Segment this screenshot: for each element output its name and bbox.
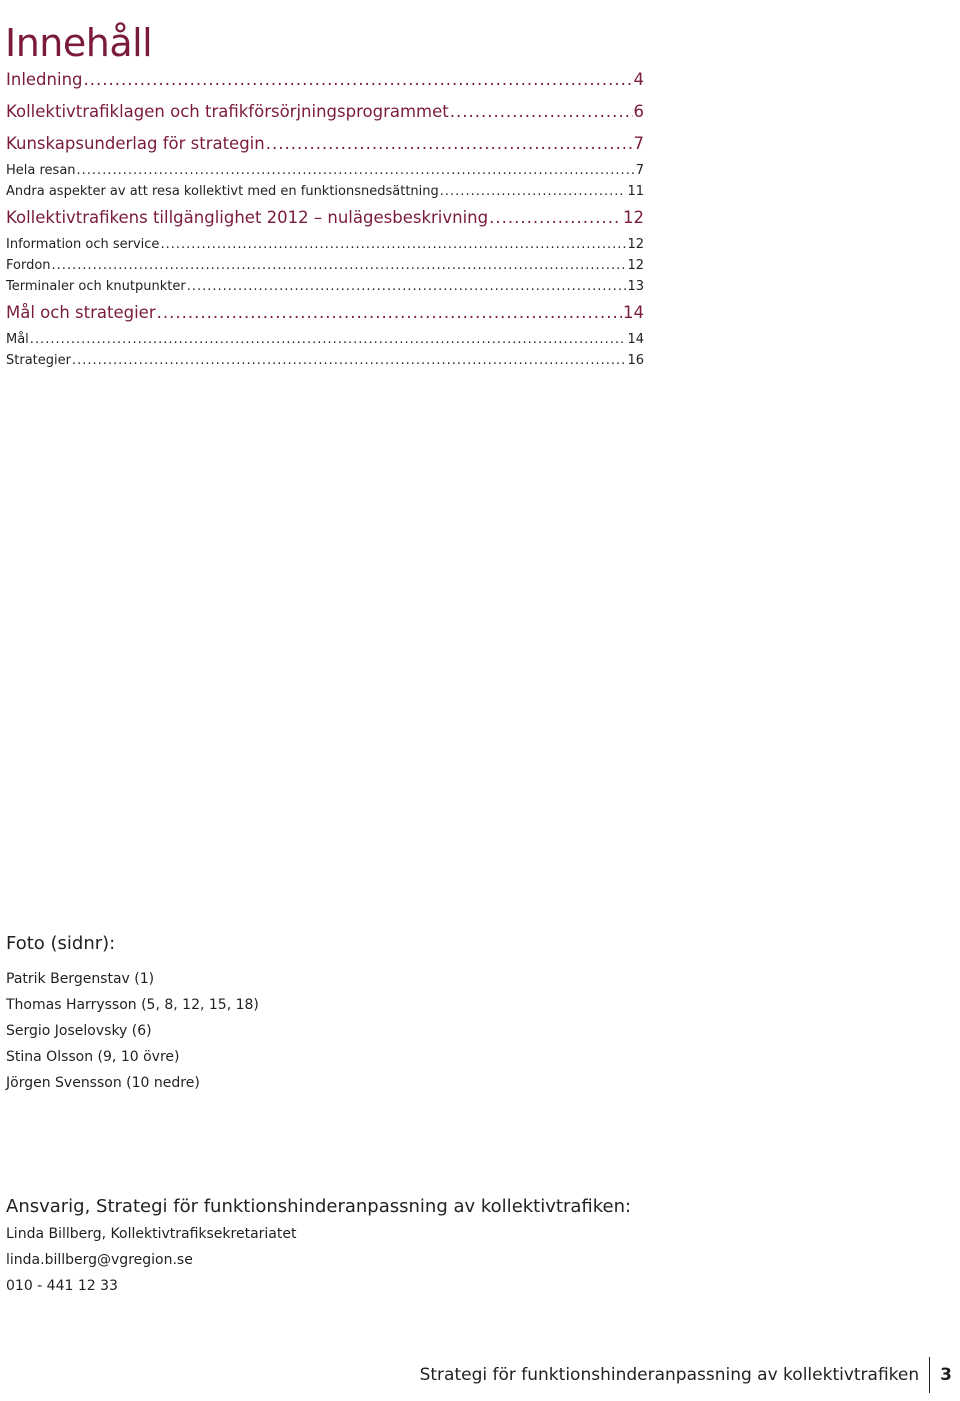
toc-entry[interactable] — [6, 202, 644, 234]
toc-subentry-label: Fordon — [6, 258, 51, 273]
responsible-email[interactable]: linda.billberg@vgregion.se — [6, 1252, 193, 1268]
toc-subentry-page: 12 — [627, 258, 644, 273]
toc-entry[interactable] — [6, 297, 644, 329]
toc-subentry-page: 12 — [627, 237, 644, 252]
toc-leader — [440, 181, 627, 202]
responsible-name: Linda Billberg, Kollektivtrafiksekretariatet — [6, 1226, 297, 1242]
toc-subentry-label: Mål — [6, 332, 29, 347]
photo-credit: Stina Olsson (9, 10 övre) — [6, 1049, 180, 1065]
photo-credit: Sergio Joselovsky (6) — [6, 1023, 152, 1039]
toc-leader — [72, 350, 626, 371]
photo-credits-heading: Foto (sidnr): — [6, 933, 116, 954]
footer-title: Strategi för funktionshinderanpassning av kollektivtrafiken — [419, 1365, 920, 1385]
toc-entry-label: Mål och strategier — [6, 303, 156, 322]
toc-leader — [266, 128, 633, 160]
toc-entry[interactable] — [6, 64, 644, 96]
toc-entry[interactable] — [6, 128, 644, 160]
responsible-contact — [6, 1193, 631, 1299]
toc-subentry[interactable] — [6, 329, 644, 350]
toc-entry-page: 14 — [623, 303, 644, 322]
toc-entry-label: Inledning — [6, 70, 83, 89]
photo-credit: Patrik Bergenstav (1) — [6, 971, 155, 987]
toc-entry-page: 7 — [633, 134, 644, 153]
toc-subentry[interactable] — [6, 255, 644, 276]
toc-leader — [157, 297, 622, 329]
toc-entry-label: Kollektivtrafikens tillgänglighet 2012 – nulägesbeskrivning — [6, 208, 489, 227]
footer-page-number: 3 — [940, 1365, 952, 1385]
toc-entry-label: Kollektivtrafiklagen och trafikförsörjningsprogrammet — [6, 102, 449, 121]
toc-entry-label: Kunskapsunderlag för strategin — [6, 134, 265, 153]
toc-subentry[interactable] — [6, 181, 644, 202]
page-title: Innehåll — [5, 21, 153, 66]
toc-leader — [84, 64, 633, 96]
toc-leader — [30, 329, 627, 350]
toc-subentry-page: 13 — [627, 279, 644, 294]
toc-leader — [77, 160, 635, 181]
toc-subentry[interactable] — [6, 160, 644, 181]
toc-subentry-page: 14 — [627, 332, 644, 347]
toc-subentry-page: 16 — [627, 353, 644, 368]
responsible-phone: 010 - 441 12 33 — [6, 1278, 118, 1294]
photo-credit: Jörgen Svensson (10 nedre) — [6, 1075, 200, 1091]
table-of-contents — [6, 64, 644, 371]
photo-credits — [6, 930, 259, 1096]
toc-subentry[interactable] — [6, 276, 644, 297]
page-footer — [420, 1357, 952, 1393]
photo-credit: Thomas Harrysson (5, 8, 12, 15, 18) — [6, 997, 259, 1013]
toc-subentry-label: Hela resan — [6, 163, 76, 178]
toc-subentry-label: Information och service — [6, 237, 160, 252]
toc-leader — [489, 202, 622, 234]
toc-subentry-label: Terminaler och knutpunkter — [6, 279, 186, 294]
toc-subentry[interactable] — [6, 234, 644, 255]
toc-subentry-page: 11 — [627, 184, 644, 199]
toc-leader — [450, 96, 633, 128]
toc-entry-page: 4 — [633, 70, 644, 89]
toc-subentry[interactable] — [6, 350, 644, 371]
toc-leader — [160, 234, 626, 255]
toc-subentry-label: Andra aspekter av att resa kollektivt med en funktionsnedsättning — [6, 184, 439, 199]
toc-leader — [52, 255, 627, 276]
toc-subentry-page: 7 — [635, 163, 644, 178]
toc-entry-page: 6 — [633, 102, 644, 121]
toc-entry[interactable] — [6, 96, 644, 128]
toc-subentry-label: Strategier — [6, 353, 71, 368]
toc-leader — [187, 276, 627, 297]
responsible-heading: Ansvarig, Strategi för funktionshinderanpassning av kollektivtrafiken: — [6, 1196, 632, 1217]
toc-entry-page: 12 — [623, 208, 644, 227]
